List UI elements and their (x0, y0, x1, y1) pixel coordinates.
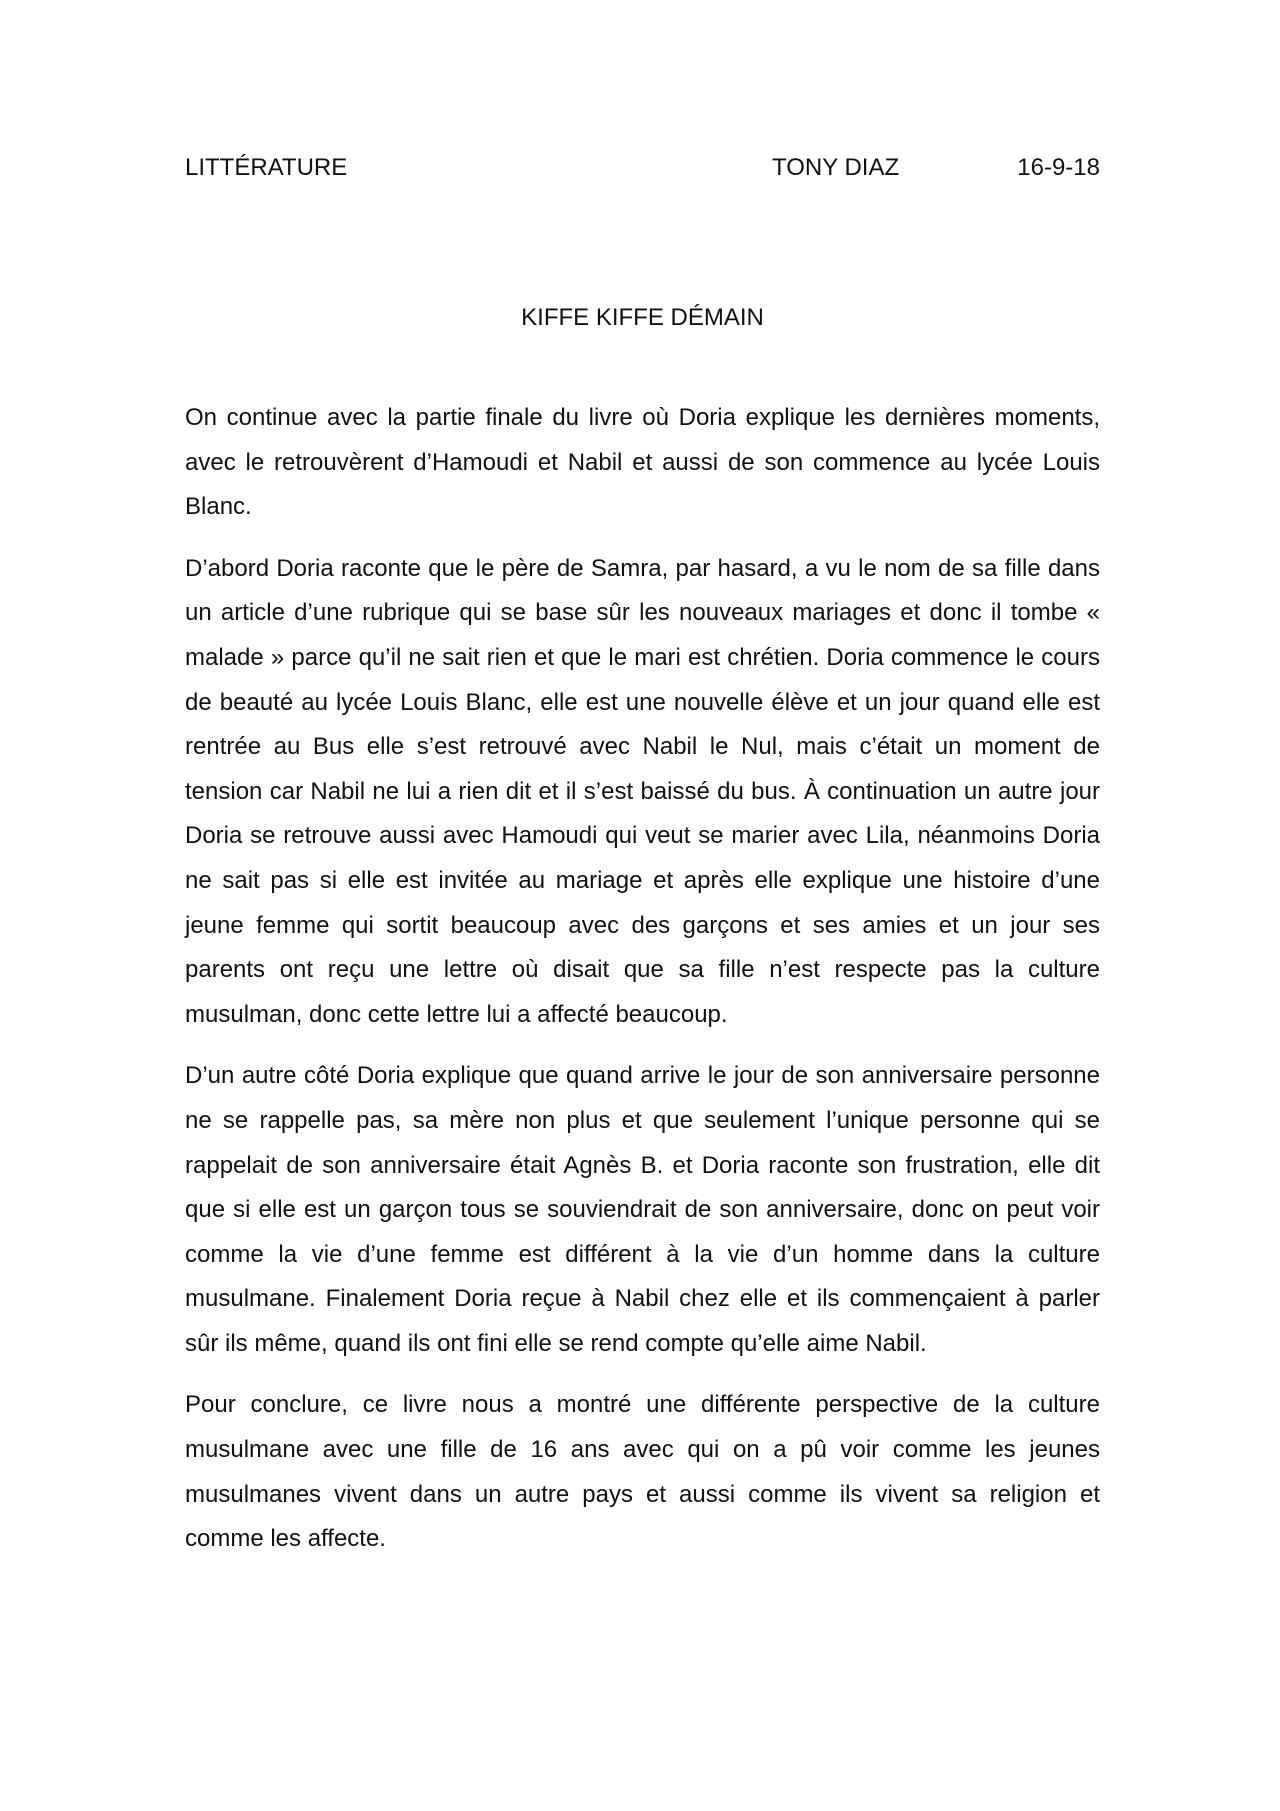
paragraph-second: D’un autre côté Doria explique que quand arrive le jour de son anniversaire personne ne se rappelle pas, sa mère non plus et que seulement l’unique personne qui se rappelait de son anniversaire était Agnès B. et Doria raconte son frustration, elle dit que si elle est un garçon tous se souviendrait de son anniversaire, donc on peut voir comme la vie d’une femme est différent à la vie d’un homme dans la culture musulmane. Finalement Doria reçue à Nabil chez elle et ils commençaient à parler sûr ils même, quand ils ont fini elle se rend compte qu’elle aime Nabil. (185, 1062, 1100, 1357)
paragraph-intro: On continue avec la partie finale du livre où Doria explique les dernières moments, avec le retrouvèrent d’Hamoudi et Nabil et aussi de son commence au lycée Louis Blanc. (185, 404, 1100, 521)
document-body (185, 396, 1100, 1579)
header-date: 16-9-18 (1017, 154, 1100, 181)
document-title: KIFFE KIFFE DÉMAIN (521, 304, 764, 331)
header-author: TONY DIAZ (772, 154, 900, 181)
header-subject: LITTÉRATURE (185, 154, 348, 181)
paragraph-conclusion: Pour conclure, ce livre nous a montré une différente perspective de la culture musulmane avec une fille de 16 ans avec qui on a pû voir comme les jeunes musulmanes vivent dans un autre pays et aussi comme ils vivent sa religion et comme les affecte. (185, 1391, 1100, 1553)
paragraph-first: D’abord Doria raconte que le père de Samra, par hasard, a vu le nom de sa fille dans un article d’une rubrique qui se base sûr les nouveaux mariages et donc il tombe « malade » parce qu’il ne sait rien et que le mari est chrétien. Doria commence le cours de beauté au lycée Louis Blanc, elle est une nouvelle élève et un jour quand elle est rentrée au Bus elle s’est retrouvé avec Nabil le Nul, mais c’était un moment de tension car Nabil ne lui a rien dit et il s’est baissé du bus. À continuation un autre jour Doria se retrouve aussi avec Hamoudi qui veut se marier avec Lila, néanmoins Doria ne sait pas si elle est invitée au mariage et après elle explique une histoire d’une jeune femme qui sortit beaucoup avec des garçons et ses amies et un jour ses parents ont reçu une lettre où disait que sa fille n’est respecte pas la culture musulman, donc cette lettre lui a affecté beaucoup. (185, 554, 1100, 1028)
document-header (185, 152, 1100, 184)
